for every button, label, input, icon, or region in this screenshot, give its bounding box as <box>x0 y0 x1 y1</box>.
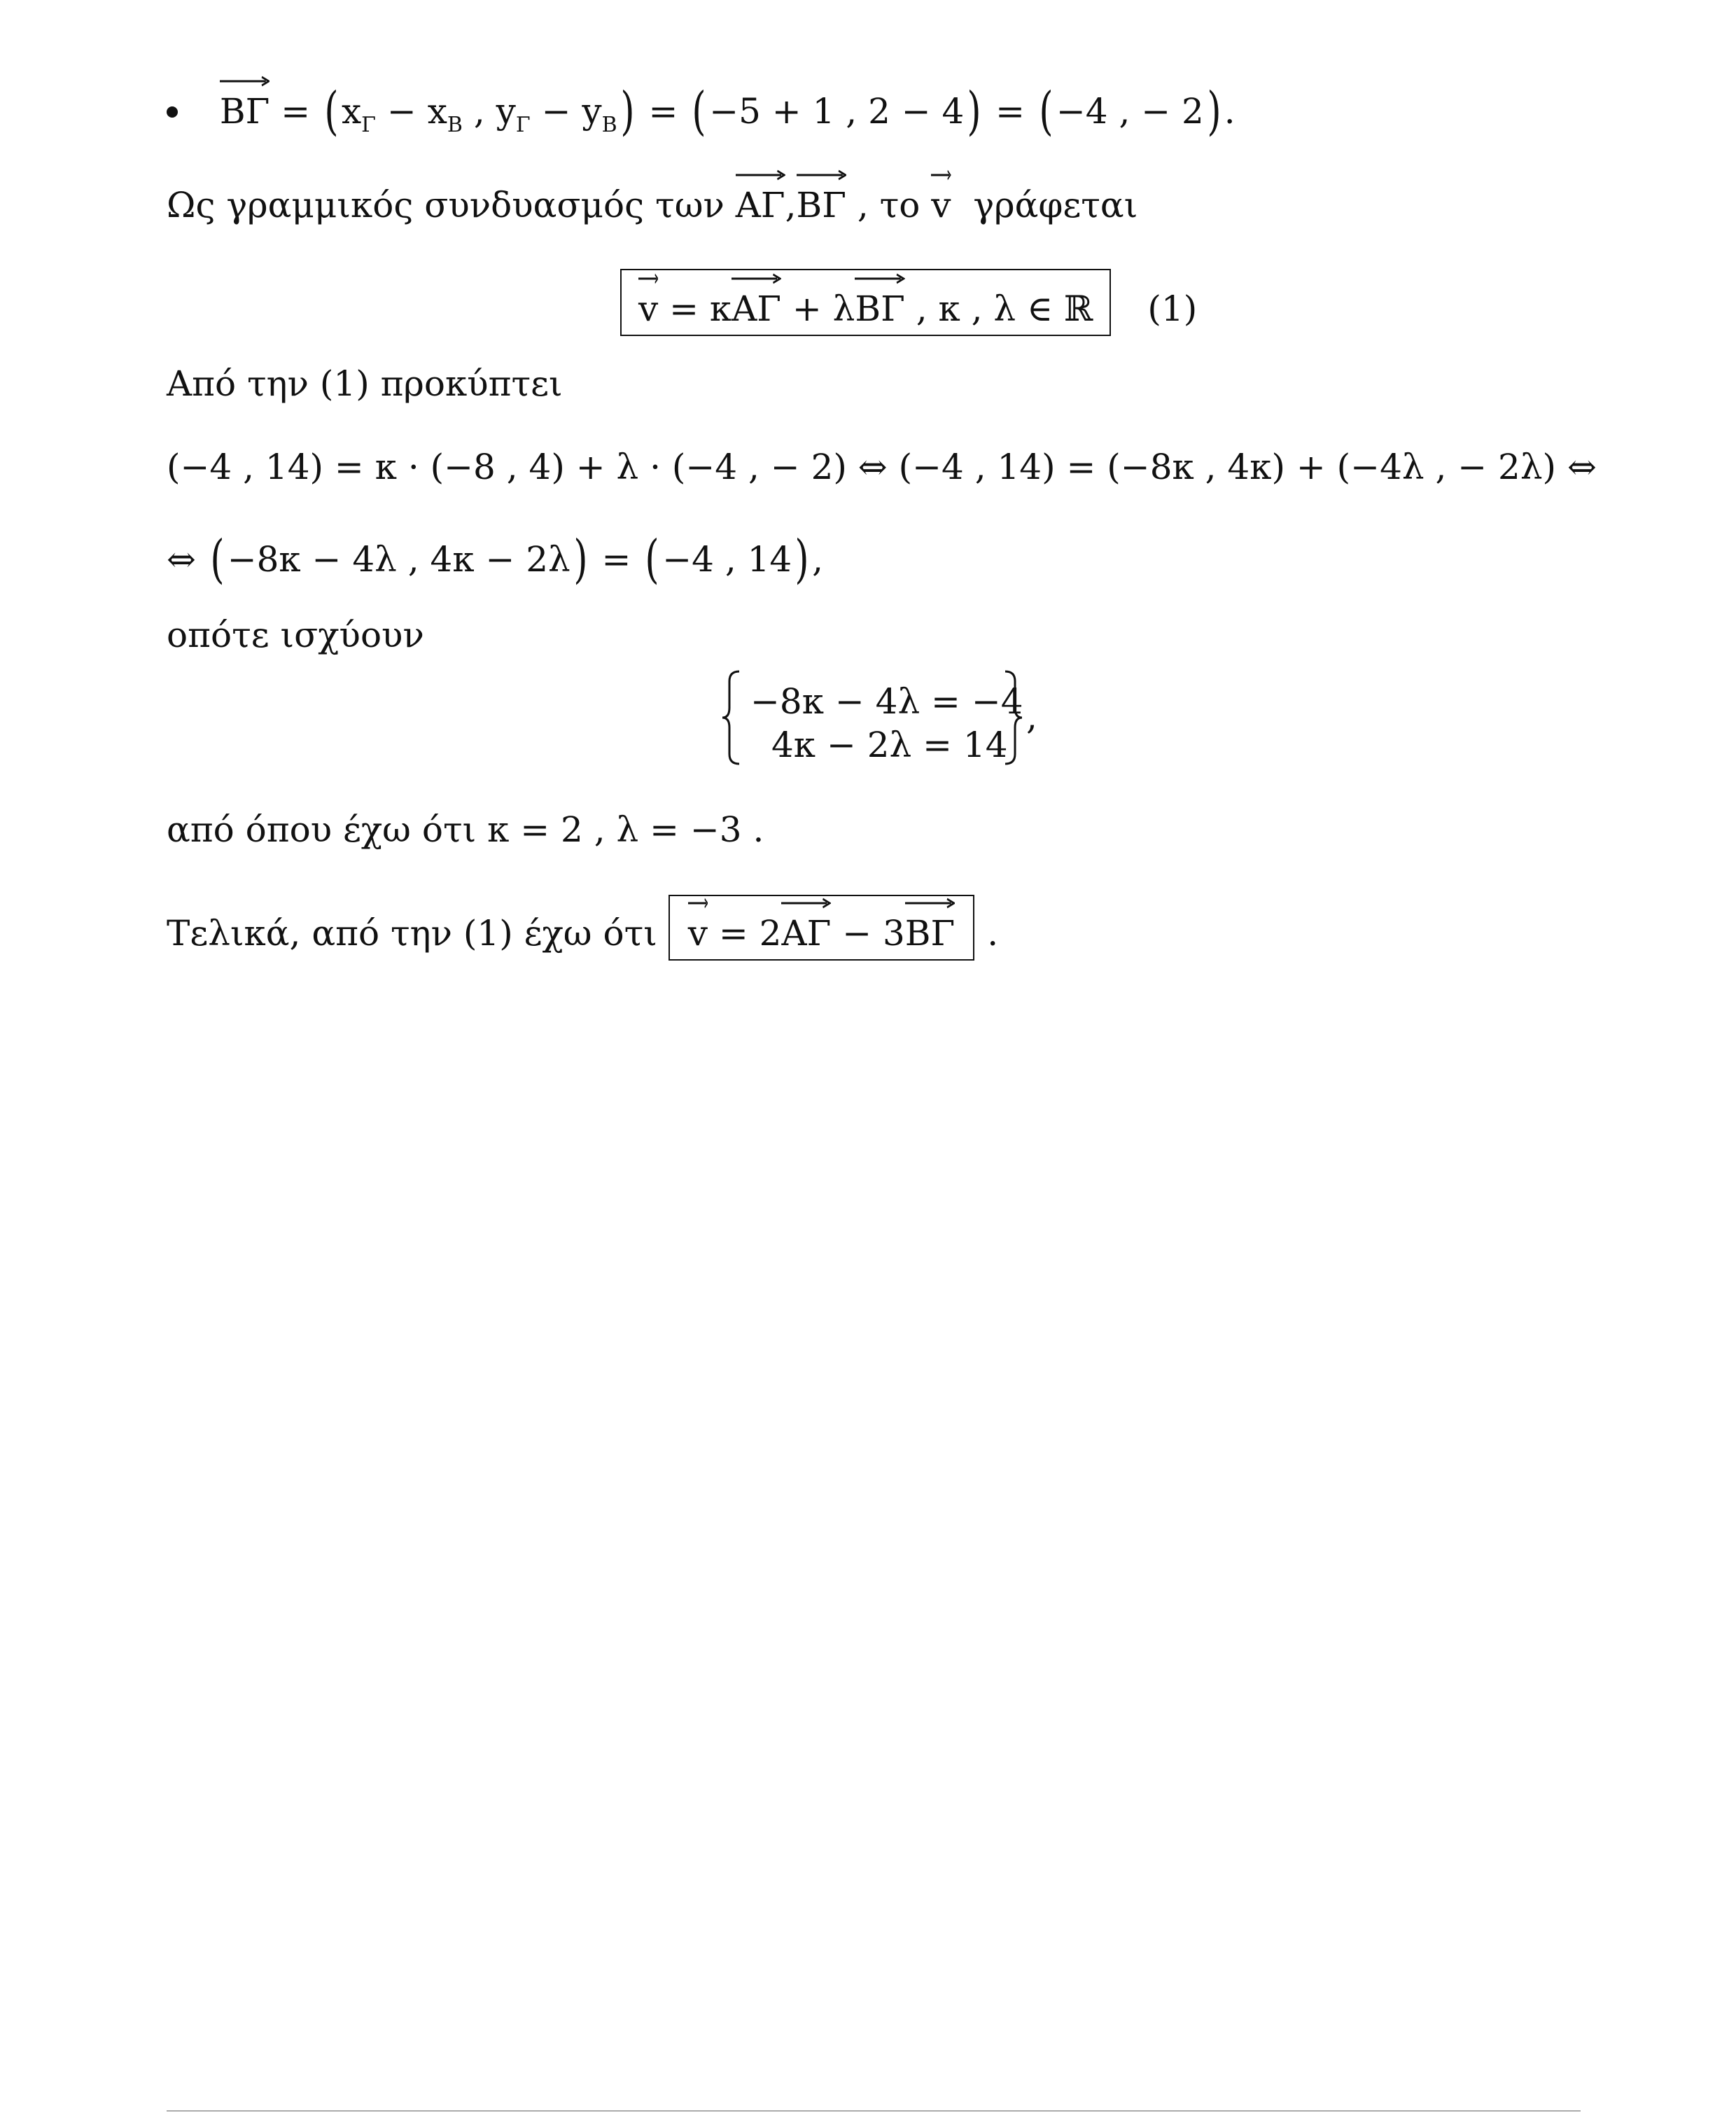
final-answer-box: v = 2 AΓ − 3 BΓ <box>668 895 975 961</box>
vector-arrow-icon <box>638 273 658 284</box>
linear-combination-intro: Ως γραμμικός συνδυασμός των AΓ, BΓ , το v γράφεται <box>167 188 1138 223</box>
vector-v: v <box>688 916 708 951</box>
vector-bg: BΓ <box>220 94 270 129</box>
vector-arrow-icon <box>797 169 846 181</box>
vector-arrow-icon <box>855 273 904 284</box>
expansion-line-2: ⇔ (−8κ − 4λ , 4κ − 2λ) = (−4 , 14), <box>167 529 824 590</box>
equation-system: −8κ − 4λ = −4 4κ − 2λ = 14 , <box>721 669 1057 767</box>
bullet-icon <box>167 106 178 118</box>
vector-bg: BΓ <box>905 916 955 951</box>
equation-label: (1) <box>1147 288 1198 329</box>
equation-box: v = κ AΓ + λ BΓ , κ , λ ∈ ℝ <box>620 269 1111 336</box>
vector-ag: AΓ <box>736 188 785 223</box>
vector-ag: AΓ <box>732 291 781 326</box>
vector-arrow-icon <box>220 76 270 87</box>
system-equation-1: −8κ − 4λ = −4 <box>750 681 1023 722</box>
vector-bg-computation: $B\Gamma = (x_\Gamma - x_B$ , $y_\Gamma - y_B) = (-5 + 1$ , 2 − 4) = (−4 , − 2). <box>167 85 1236 137</box>
boxed-equation-1 <box>620 269 1197 336</box>
right-brace-icon <box>1002 669 1023 767</box>
final-line: Τελικά, από την (1) έχω ότι v = 2 AΓ − 3 BΓ . <box>167 895 998 961</box>
expansion-line-1: (−4 , 14) = κ · (−8 , 4) + λ · (−4 , − 2) ⇔ (−4 , 14) = (−8κ , 4κ) + (−4λ , − 2λ) ⇔ <box>167 447 1597 487</box>
vector-bg: BΓ <box>855 291 904 326</box>
vector-bg: BΓ <box>797 188 846 223</box>
vector-arrow-icon <box>732 273 781 284</box>
vector-ag: AΓ <box>781 916 831 951</box>
system-equation-2: 4κ − 2λ = 14 <box>771 725 1008 765</box>
vector-arrow-icon <box>736 169 785 181</box>
vector-v: v <box>638 291 658 326</box>
solution-line: από όπου έχω ότι κ = 2 , λ = −3 . <box>167 809 764 850</box>
footer-divider <box>167 2110 1581 2112</box>
vector-v: v <box>931 188 951 223</box>
vector-arrow-icon <box>931 169 951 181</box>
left-brace-icon <box>721 669 742 767</box>
vector-arrow-icon <box>688 898 708 909</box>
vector-arrow-icon <box>781 898 831 909</box>
from-equation-one: Από την (1) προκύπτει <box>167 363 563 404</box>
hence-hold: οπότε ισχύουν <box>167 615 424 655</box>
vector-arrow-icon <box>905 898 955 909</box>
